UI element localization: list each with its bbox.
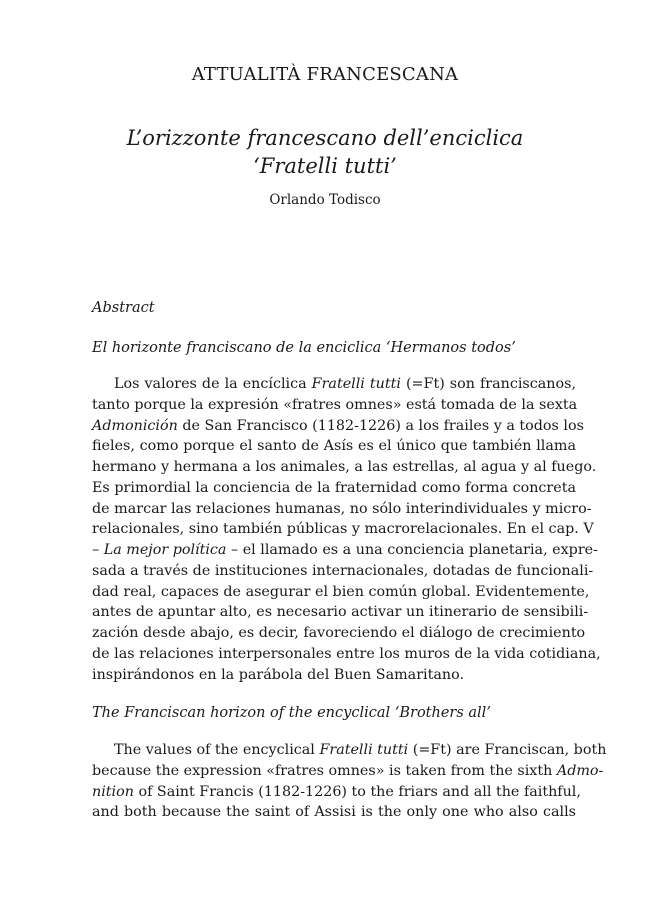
text-line: de las relaciones interpersonales entre los muros de la vida cotidiana,	[92, 645, 601, 662]
text-run-italic: La mejor política	[103, 542, 227, 558]
text-line	[92, 416, 584, 437]
text-run: because the expression «fratres omnes» is taken from the sixth	[92, 762, 557, 779]
text-line: and both because the saint of Assisi is the only one who also calls	[92, 804, 576, 821]
article-title-line-1: L’orizzonte francescano dell’enciclica	[126, 126, 524, 150]
english-abstract-title: The Franciscan horizon of the encyclical ‘Brothers all’	[92, 705, 491, 721]
spanish-abstract-paragraph	[92, 374, 601, 685]
text-line: antes de apuntar alto, es necesario activar un itinerario de sensibili-	[92, 604, 589, 621]
text-line: fieles, como porque el santo de Asís es el único que también llama	[92, 438, 576, 455]
text-run-italic: nition	[92, 783, 134, 800]
text-line: tanto porque la expresión «fratres omnes» está tomada de la sexta	[92, 396, 578, 413]
text-run: The values of the encyclical	[114, 742, 320, 758]
text-line: zación desde abajo, es decir, favoreciendo el diálogo de crecimiento	[92, 625, 586, 641]
text-line: inspirándonos en la parábola del Buen Samaritano.	[92, 666, 464, 683]
text-run: of Saint Francis (1182-1226) to the friars and all the faithful,	[133, 783, 581, 800]
text-line: de marcar las relaciones humanas, no sólo interindividuales y micro-	[92, 500, 592, 517]
text-run: (=Ft) are Franciscan, both	[408, 742, 607, 758]
article-title	[0, 124, 650, 180]
text-line: sada a través de instituciones internacionales, dotadas de funcionali-	[92, 562, 594, 579]
text-run-italic: Fratelli tutti	[311, 376, 401, 392]
article-title-line-2: ‘Fratelli tutti’	[253, 154, 397, 178]
text-run-italic: Admonición	[92, 417, 178, 434]
english-abstract-paragraph	[92, 740, 607, 823]
text-run: –	[92, 542, 104, 558]
spanish-abstract-title: El horizonte franciscano de la enciclica ‘Hermanos todos’	[92, 340, 516, 356]
text-run: – el llamado es a una conciencia planetaria, expre-	[226, 542, 598, 558]
section-heading: ATTUALITÀ FRANCESCANA	[191, 64, 459, 85]
text-line	[92, 782, 581, 803]
text-run-italic: Fratelli tutti	[319, 742, 409, 758]
text-line: Es primordial la conciencia de la fraternidad como forma concreta	[92, 479, 576, 496]
text-line	[92, 761, 604, 782]
author-name: Orlando Todisco	[269, 192, 381, 208]
text-run: (=Ft) son franciscanos,	[400, 376, 576, 392]
text-line: relacionales, sino también públicas y macrorelacionales. En el cap. V	[92, 521, 594, 538]
text-line	[92, 740, 607, 761]
text-line: hermano y hermana a los animales, a las estrellas, al agua y al fuego.	[92, 459, 597, 475]
abstract-label: Abstract	[92, 300, 155, 316]
text-run-italic: Admo-	[556, 762, 604, 779]
text-line	[92, 374, 576, 395]
text-run: Los valores de la encíclica	[114, 376, 312, 392]
text-run: de San Francisco (1182-1226) a los frailes y a todos los	[177, 417, 584, 434]
text-line: dad real, capaces de asegurar el bien común global. Evidentemente,	[92, 583, 590, 600]
text-line	[92, 540, 598, 561]
